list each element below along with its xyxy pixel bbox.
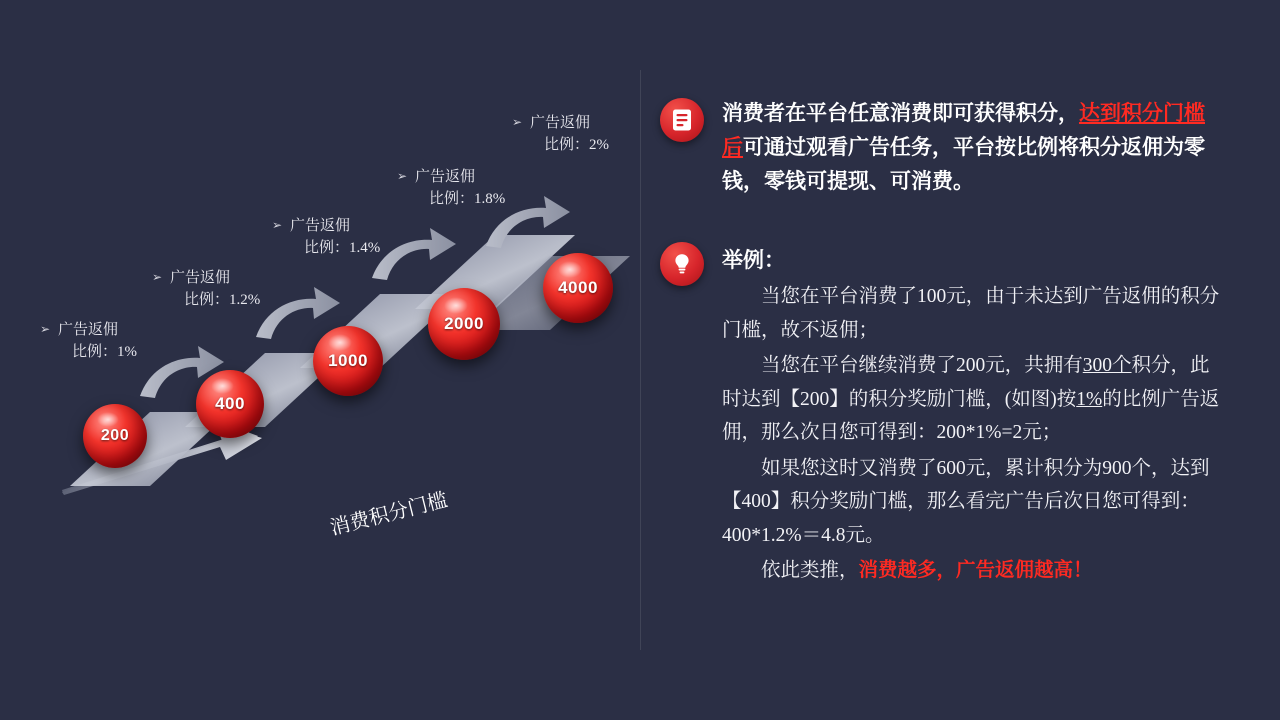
bullet-arrow-icon: ➢ [40,322,51,336]
callout-line2: 比例：1.8% [429,190,506,207]
step-sphere-label: 4000 [558,278,598,297]
example-p4-a: 依此类推， [761,560,859,582]
bullet-arrow-icon: ➢ [272,218,283,232]
callout-rate-2 [152,268,261,312]
callout-line2: 比例：1.4% [304,239,381,256]
callout-rate-3 [272,216,381,260]
step-sphere-1000 [313,326,383,396]
example-paragraph-4 [722,554,1222,588]
intro-text-part3: 可通过观看广告任务，平台按比例将积分返佣为零钱，零钱可提现、可消费。 [722,135,1205,194]
step-sphere-label: 2000 [444,314,484,333]
callout-rate-4 [397,167,506,211]
bullet-arrow-icon: ➢ [397,169,408,183]
step-sphere-4000 [543,253,613,323]
intro-block [660,96,1260,198]
example-p2-b: 300个 [1082,355,1132,377]
lightbulb-icon [660,242,704,286]
example-p2-d: 1% [1076,388,1103,410]
example-title: 举例： [722,248,785,273]
example-paragraph-3: 如果您这时又消费了600元，累计积分为900个，达到【400】积分奖励门槛，那么看完广告后次日您可得到：400*1.2%＝4.8元。 [722,457,1210,546]
step-sphere-label: 1000 [328,351,368,370]
document-icon [660,98,704,142]
bullet-arrow-icon: ➢ [512,115,523,129]
example-paragraph-2 [722,349,1222,450]
example-p2-c: 积分，此时达到【200】的积分奖励门槛，(如图)按 [722,355,1210,410]
callout-line2: 比例：1.2% [184,291,261,308]
callout-line2: 比例：2% [544,136,609,153]
example-paragraph-1: 当您在平台消费了100元，由于未达到广告返佣的积分门槛，故不返佣； [722,286,1220,341]
step-sphere-400 [196,370,264,438]
text-panel [660,96,1260,590]
axis-label: 消费积分门槛 [327,489,450,540]
callout-line1: 广告返佣 [58,322,119,338]
example-p2-a: 当您在平台继续消费了200元，共拥有 [761,355,1083,377]
step-sphere-label: 400 [215,394,245,413]
example-p4-highlight: 消费越多，广告返佣越高！ [858,560,1093,582]
example-body [722,280,1222,588]
step-sphere-200 [83,404,147,468]
example-block [660,240,1260,590]
callout-line1: 广告返佣 [415,169,476,185]
callout-line1: 广告返佣 [530,115,591,131]
example-p2-e: 的比例广告返佣，那么次日您可得到：200*1%=2元； [722,388,1220,444]
intro-text-highlight: 达到积分门槛后 [722,101,1205,160]
step-sphere-2000 [428,288,500,360]
callout-line2: 比例：1% [72,343,137,360]
callout-rate-5 [512,113,609,157]
intro-paragraph [722,96,1222,198]
transition-arrow-3 [372,228,456,280]
callout-rate-1 [40,320,137,364]
callout-line1: 广告返佣 [290,218,351,234]
bullet-arrow-icon: ➢ [152,270,163,284]
vertical-divider [640,70,641,650]
callout-line1: 广告返佣 [170,270,231,286]
step-sphere-label: 200 [100,427,130,444]
intro-text-part1: 消费者在平台任意消费即可获得积分， [722,101,1079,125]
